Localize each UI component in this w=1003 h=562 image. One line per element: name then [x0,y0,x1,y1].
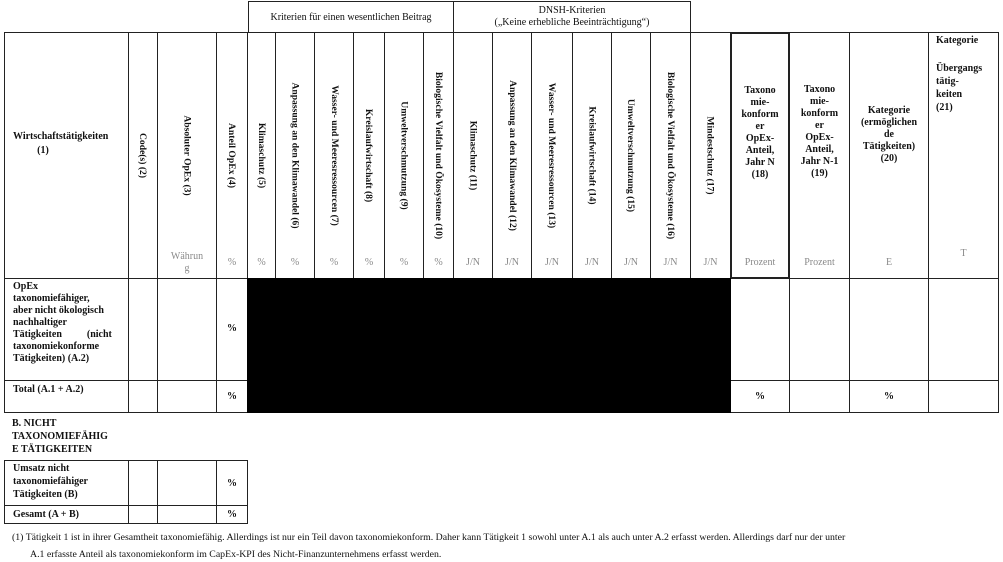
col-dnsh-biodiversity-label: Biologische Vielfalt und Ökosysteme (16) [665,71,677,240]
col-share-opex-label: Anteil OpEx (4) [226,122,238,189]
row-a2-label-l2: aber nicht ökologisch [13,305,104,316]
unit-currency-l1: g [184,263,190,274]
col-enabling-l1: (ermöglichen [860,117,918,128]
row-b-codes-cell [128,460,158,506]
col-dnsh-biodiversity-header [650,32,691,279]
col-dnsh-circular-header [572,32,612,279]
row-a2-enabling-cell [849,278,929,381]
row-grand-label: Gesamt (A + B) [13,509,79,520]
col-sc-climate-adaptation-label: Anpassung an den Klimawandel (6) [289,82,301,229]
unit-sc5: % [257,257,266,268]
col-sc-circular-label: Kreislaufwirtschaft (8) [363,108,375,203]
col-dnsh-pollution-header [611,32,651,279]
row-b-label-l2: Tätigkeiten (B) [13,489,78,500]
row-a2-label-l5: taxonomiekonforme [13,341,100,352]
group-header-dnsh-line1: DNSH-Kriterien [538,5,606,16]
unit-dnsh14: J/N [585,257,599,268]
row-total-share-cell [216,380,248,413]
section-b-heading-l1: TAXONOMIEFÄHIG [12,431,108,442]
col-dnsh-climate-adaptation-label: Anpassung an den Klimawandel (12) [506,80,518,231]
row-b-share-value: % [227,478,237,489]
col-sc-circular-header [353,32,385,279]
col-dnsh-water-header [531,32,573,279]
col-dnsh-climate-mitigation-label: Klimaschutz (11) [467,120,479,191]
group-header-dnsh [453,1,691,33]
col-aligned-n-l5: Anteil, [745,145,775,156]
col-absolute-opex-header [157,32,217,279]
col-transitional-l5: (21) [936,102,953,113]
unit-aligned-n: Prozent [744,257,776,268]
group-header-substantial-label: Kriterien für einen wesentlichen Beitrag [270,12,432,23]
row-a2-transitional-cell [928,278,999,381]
unit-min17: J/N [703,257,718,268]
row-total-absolute-cell [157,380,217,413]
unit-dnsh16: J/N [663,257,678,268]
blocked-criteria-area [247,278,731,413]
col-aligned-n1-l5: Anteil, [805,144,834,155]
row-total-label-cell [4,380,129,413]
col-activity-title: Wirtschaftstätigkeiten [13,131,109,142]
col-share-opex-header [216,32,248,279]
col-sc-climate-mitigation-header [247,32,276,279]
col-dnsh-water-label: Wasser- und Meeresressourcen (13) [546,82,558,229]
row-total-aligned-n1-cell [789,380,850,413]
col-aligned-n1-l3: er [815,120,824,131]
unit-enabling: E [885,257,893,268]
row-grand-codes-cell [128,505,158,524]
row-total-enabling-cell [849,380,929,413]
row-a2-label-l1: taxonomiefähiger, [13,293,90,304]
col-codes-label: Code(s) (2) [137,132,149,179]
section-b-heading-l0: B. NICHT [12,418,57,429]
col-aligned-n1-l4: OpEx- [805,132,834,143]
col-aligned-n-header [730,32,790,279]
unit-dnsh13: J/N [545,257,559,268]
row-a2-aligned-n1-cell [789,278,850,381]
row-total-enabling-value: % [884,391,894,402]
unit-dnsh15: J/N [624,257,638,268]
row-b-absolute-cell [157,460,217,506]
row-a2-codes-cell [128,278,158,381]
row-total-label: Total (A.1 + A.2) [13,384,84,395]
row-a2-label-l4: Tätigkeiten (nicht [13,329,112,340]
unit-dnsh12: J/N [505,257,519,268]
col-sc-pollution-header [384,32,424,279]
col-transitional-header [928,32,999,279]
col-codes-header [128,32,158,279]
col-transitional-l0: Kategorie [936,35,979,46]
row-b-label-l1: taxonomiefähiger [13,476,88,487]
row-b-share-cell [216,460,248,506]
row-grand-share-value: % [227,509,237,520]
col-min-safeguards-label: Mindestschutz (17) [705,116,717,195]
row-total-aligned-n-cell [730,380,790,413]
col-aligned-n1-l7: (19) [811,168,828,179]
col-aligned-n-l4: OpEx- [745,133,775,144]
unit-transitional: T [960,248,967,259]
col-enabling-l0: Kategorie [867,105,911,116]
col-activity-header [4,32,129,279]
row-a2-aligned-n-cell [730,278,790,381]
row-a2-share-cell [216,278,248,381]
col-sc-biodiversity-header [423,32,454,279]
row-a2-label-cell [4,278,129,381]
row-a2-label-l6: Tätigkeiten) (A.2) [13,353,90,364]
col-dnsh-climate-adaptation-header [492,32,532,279]
unit-sc8: % [364,257,374,268]
row-total-transitional-cell [928,380,999,413]
unit-sc7: % [329,257,339,268]
unit-dnsh11: J/N [466,257,480,268]
row-a2-share-value: % [227,323,237,334]
row-total-codes-cell [128,380,158,413]
col-min-safeguards-header [690,32,731,279]
col-aligned-n1-header [789,32,850,279]
col-aligned-n1-l6: Jahr N-1 [800,156,839,167]
footnote-line2: A.1 erfasste Anteil als taxonomiekonform im CapEx-KPI des Nicht-Finanzunternehmens erfasst werden. [30,549,442,560]
row-total-share-value: % [227,391,237,402]
col-sc-pollution-label: Umweltverschmutzung (9) [398,101,410,210]
row-a2-label-l0: OpEx [13,281,39,292]
col-sc-climate-adaptation-header [275,32,315,279]
row-grand-label-cell [4,505,129,524]
col-absolute-opex-label: Absoluter OpEx (3) [181,115,193,196]
section-b-heading-l2: E TÄTIGKEITEN [12,444,93,455]
col-activity-number: (1) [37,145,49,156]
col-sc-climate-mitigation-label: Klimaschutz (5) [256,122,268,189]
row-grand-absolute-cell [157,505,217,524]
col-enabling-l3: Tätigkeiten) [862,141,916,152]
col-enabling-l2: de [884,129,894,140]
col-enabling-l4: (20) [880,153,898,164]
col-transitional-l4: keiten [936,89,963,100]
col-sc-water-header [314,32,354,279]
col-dnsh-pollution-label: Umweltverschmutzung (15) [625,98,637,213]
unit-sc10: % [434,257,443,268]
col-aligned-n-l1: mie- [750,97,770,108]
col-aligned-n-l3: er [755,121,765,132]
group-header-dnsh-line2: („Keine erhebliche Beeinträchtigung“) [494,17,650,28]
row-a2-absolute-cell [157,278,217,381]
col-aligned-n1-l0: Taxono [803,84,836,95]
col-aligned-n-l6: Jahr N [745,157,775,168]
col-sc-water-label: Wasser- und Meeresressourcen (7) [328,85,340,226]
col-aligned-n-l2: konform [741,109,779,120]
row-b-label-l0: Umsatz nicht [13,463,70,474]
row-b-label-cell [4,460,129,506]
col-aligned-n-l0: Taxono [744,85,776,96]
unit-sc9: % [399,257,409,268]
unit-sc6: % [290,257,300,268]
col-aligned-n1-l2: konform [800,108,839,119]
row-total-aligned-n-value: % [755,391,765,402]
col-transitional-l3: tätig- [936,76,959,87]
footnote-line1: (1) Tätigkeit 1 ist in ihrer Gesamtheit taxonomiefähig. Allerdings ist nur ein Teil davon taxonomiekonform. Daher kann Tätigkeit 1 sowohl unter A.1 als auch unter A.2 erfasst werden. Allerdings darf nur der unter [12,532,846,543]
col-aligned-n-l7: (18) [751,169,769,180]
unit-currency-l0: Währun [170,251,204,262]
group-header-substantial [248,1,454,33]
col-enabling-header [849,32,929,279]
col-aligned-n1-l1: mie- [810,96,829,107]
col-sc-biodiversity-label: Biologische Vielfalt und Ökosysteme (10) [433,71,445,240]
col-dnsh-circular-label: Kreislaufwirtschaft (14) [586,106,598,205]
row-a2-label-l3: nachhaltiger [13,317,67,328]
col-transitional-l2: Übergangs [936,63,983,74]
row-grand-share-cell [216,505,248,524]
unit-share-opex: % [227,257,237,268]
col-dnsh-climate-mitigation-header [453,32,493,279]
unit-aligned-n1: Prozent [804,257,835,268]
